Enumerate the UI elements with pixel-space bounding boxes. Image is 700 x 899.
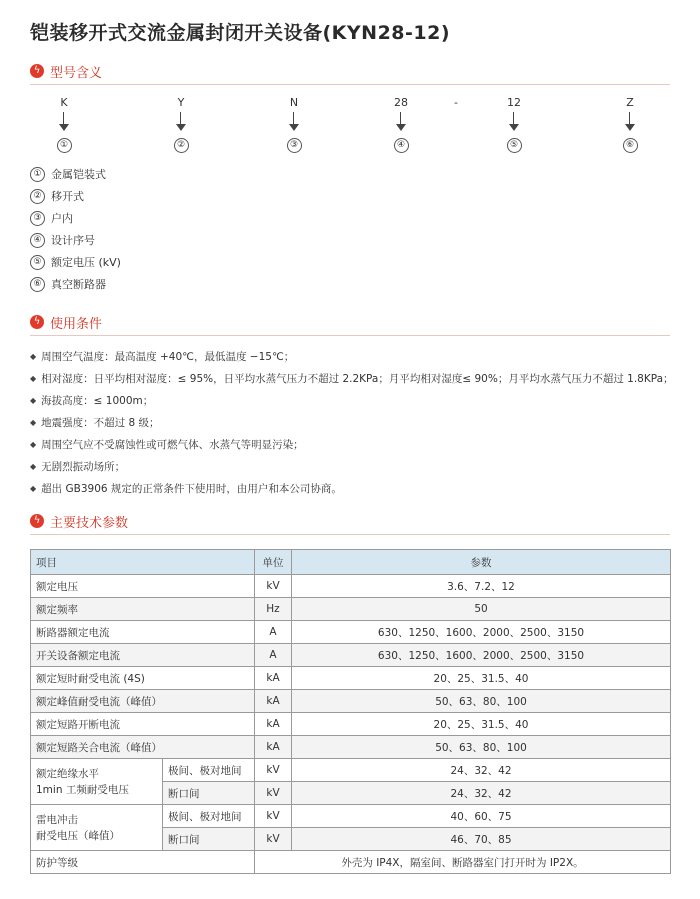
param-value: 630、1250、1600、2000、2500、3150 xyxy=(292,644,671,667)
arrow-down-icon xyxy=(279,110,309,132)
meaning-number: ① xyxy=(30,167,45,182)
code-number: ② xyxy=(174,138,189,153)
param-name: 开关设备额定电流 xyxy=(31,644,255,667)
diamond-bullet-icon: ◆ xyxy=(30,351,37,361)
condition-text: 周围空气温度：最高温度 +40℃，最低温度 −15℃； xyxy=(41,350,295,363)
lightning-icon: ϟ xyxy=(30,315,44,329)
code-item xyxy=(49,96,79,153)
params-table xyxy=(30,549,671,874)
section-title-model: 型号含义 xyxy=(50,66,103,81)
meaning-number: ④ xyxy=(30,233,45,248)
diamond-bullet-icon: ◆ xyxy=(30,439,37,449)
param-value: 46、70、85 xyxy=(292,828,671,851)
param-name: 额定峰值耐受电流（峰值） xyxy=(31,690,255,713)
param-name-insulation xyxy=(31,759,163,805)
code-item xyxy=(499,96,529,153)
param-name: 额定短路关合电流（峰值） xyxy=(31,736,255,759)
code-letter: 28 xyxy=(394,96,408,109)
param-name: 额定短时耐受电流 (4S) xyxy=(31,667,255,690)
table-row xyxy=(31,667,671,690)
page-title: 铠装移开式交流金属封闭开关设备(KYN28-12) xyxy=(30,22,451,44)
table-row xyxy=(31,690,671,713)
list-item xyxy=(30,273,121,295)
param-unit: kV xyxy=(255,828,292,851)
param-value: 外壳为 IP4X，隔室间、断路器室门打开时为 IP2X。 xyxy=(255,851,671,874)
param-unit: kA xyxy=(255,736,292,759)
table-header-row xyxy=(31,550,671,575)
code-letter: N xyxy=(289,96,299,109)
code-dash: - xyxy=(454,96,458,109)
list-item xyxy=(30,345,674,367)
code-item xyxy=(615,96,645,153)
param-value: 50 xyxy=(292,598,671,621)
param-name-line: 1min 工频耐受电压 xyxy=(36,783,129,796)
meaning-text: 真空断路器 xyxy=(51,278,106,291)
diamond-bullet-icon: ◆ xyxy=(30,461,37,471)
param-value: 20、25、31.5、40 xyxy=(292,713,671,736)
meaning-text: 户内 xyxy=(51,212,73,225)
list-item xyxy=(30,433,674,455)
param-sub-label: 断口间 xyxy=(163,782,255,805)
list-item xyxy=(30,389,674,411)
meaning-text: 金属铠装式 xyxy=(51,168,106,181)
table-row xyxy=(31,851,671,874)
param-name-line: 额定绝缘水平 xyxy=(36,767,99,780)
param-unit: A xyxy=(255,621,292,644)
arrow-down-icon xyxy=(499,110,529,132)
param-value: 24、32、42 xyxy=(292,782,671,805)
param-name: 防护等级 xyxy=(31,851,255,874)
model-meanings-list xyxy=(30,163,121,295)
param-name: 额定短路开断电流 xyxy=(31,713,255,736)
list-item xyxy=(30,455,674,477)
param-unit: kA xyxy=(255,667,292,690)
param-unit: kV xyxy=(255,575,292,598)
param-value: 50、63、80、100 xyxy=(292,736,671,759)
param-name-impulse xyxy=(31,805,163,851)
param-sub-label: 极间、极对地间 xyxy=(163,805,255,828)
param-unit: kA xyxy=(255,690,292,713)
list-item xyxy=(30,251,121,273)
conditions-list xyxy=(30,345,674,499)
code-item xyxy=(279,96,309,153)
param-name: 额定频率 xyxy=(31,598,255,621)
param-sub-label: 断口间 xyxy=(163,828,255,851)
param-unit: Hz xyxy=(255,598,292,621)
code-number: ④ xyxy=(394,138,409,153)
condition-text: 地震强度：不超过 8 级； xyxy=(41,416,160,429)
table-row xyxy=(31,736,671,759)
code-letter: Z xyxy=(626,96,634,109)
diamond-bullet-icon: ◆ xyxy=(30,373,37,383)
meaning-text: 额定电压 (kV) xyxy=(51,256,121,269)
list-item xyxy=(30,367,674,389)
code-number: ③ xyxy=(287,138,302,153)
condition-text: 无剧烈振动场所； xyxy=(41,460,126,473)
param-unit: kV xyxy=(255,782,292,805)
meaning-number: ③ xyxy=(30,211,45,226)
condition-text: 周围空气应不受腐蚀性或可燃气体、水蒸气等明显污染； xyxy=(41,438,304,451)
condition-text: 超出 GB3906 规定的正常条件下使用时，由用户和本公司协商。 xyxy=(41,482,342,495)
list-item xyxy=(30,411,674,433)
param-unit: kV xyxy=(255,759,292,782)
meaning-number: ⑥ xyxy=(30,277,45,292)
meaning-text: 移开式 xyxy=(51,190,84,203)
code-item xyxy=(386,96,416,153)
param-unit: kA xyxy=(255,713,292,736)
condition-text: 海拔高度：≤ 1000m； xyxy=(41,394,154,407)
list-item xyxy=(30,163,121,185)
section-title-conditions: 使用条件 xyxy=(50,317,103,332)
header-unit: 单位 xyxy=(255,550,292,575)
section-header-params xyxy=(30,512,670,535)
section-title-params: 主要技术参数 xyxy=(50,516,129,531)
list-item xyxy=(30,229,121,251)
param-value: 24、32、42 xyxy=(292,759,671,782)
code-number: ⑥ xyxy=(623,138,638,153)
diamond-bullet-icon: ◆ xyxy=(30,395,37,405)
condition-text: 相对湿度：日平均相对湿度：≤ 95%，日平均水蒸气压力不超过 2.2KPa；月平均相对湿度≤ 90%；月平均水蒸气压力不超过 1.8KPa； xyxy=(41,372,674,385)
list-item xyxy=(30,185,121,207)
table-row xyxy=(31,575,671,598)
list-item xyxy=(30,477,674,499)
table-row xyxy=(31,713,671,736)
meaning-text: 设计序号 xyxy=(51,234,95,247)
param-value: 20、25、31.5、40 xyxy=(292,667,671,690)
header-value: 参数 xyxy=(292,550,671,575)
param-name-line: 雷电冲击 xyxy=(36,813,78,826)
meaning-number: ② xyxy=(30,189,45,204)
arrow-down-icon xyxy=(386,110,416,132)
code-item xyxy=(166,96,196,153)
table-row xyxy=(31,598,671,621)
table-row xyxy=(31,759,671,782)
code-number: ⑤ xyxy=(507,138,522,153)
diamond-bullet-icon: ◆ xyxy=(30,483,37,493)
code-letter: K xyxy=(60,96,68,109)
arrow-down-icon xyxy=(615,110,645,132)
param-name: 额定电压 xyxy=(31,575,255,598)
meaning-number: ⑤ xyxy=(30,255,45,270)
param-value: 3.6、7.2、12 xyxy=(292,575,671,598)
code-number: ① xyxy=(57,138,72,153)
param-value: 630、1250、1600、2000、2500、3150 xyxy=(292,621,671,644)
param-value: 40、60、75 xyxy=(292,805,671,828)
section-header-model xyxy=(30,62,670,85)
param-name-line: 耐受电压（峰值） xyxy=(36,829,120,842)
list-item xyxy=(30,207,121,229)
section-header-conditions xyxy=(30,313,670,336)
param-value: 50、63、80、100 xyxy=(292,690,671,713)
param-name: 断路器额定电流 xyxy=(31,621,255,644)
table-row xyxy=(31,644,671,667)
table-row xyxy=(31,621,671,644)
param-sub-label: 极间、极对地间 xyxy=(163,759,255,782)
code-letter: Y xyxy=(177,96,185,109)
header-item: 项目 xyxy=(31,550,255,575)
code-letter: 12 xyxy=(507,96,521,109)
arrow-down-icon xyxy=(49,110,79,132)
diamond-bullet-icon: ◆ xyxy=(30,417,37,427)
lightning-icon: ϟ xyxy=(30,64,44,78)
param-unit: kV xyxy=(255,805,292,828)
lightning-icon: ϟ xyxy=(30,514,44,528)
table-row xyxy=(31,805,671,828)
param-unit: A xyxy=(255,644,292,667)
arrow-down-icon xyxy=(166,110,196,132)
